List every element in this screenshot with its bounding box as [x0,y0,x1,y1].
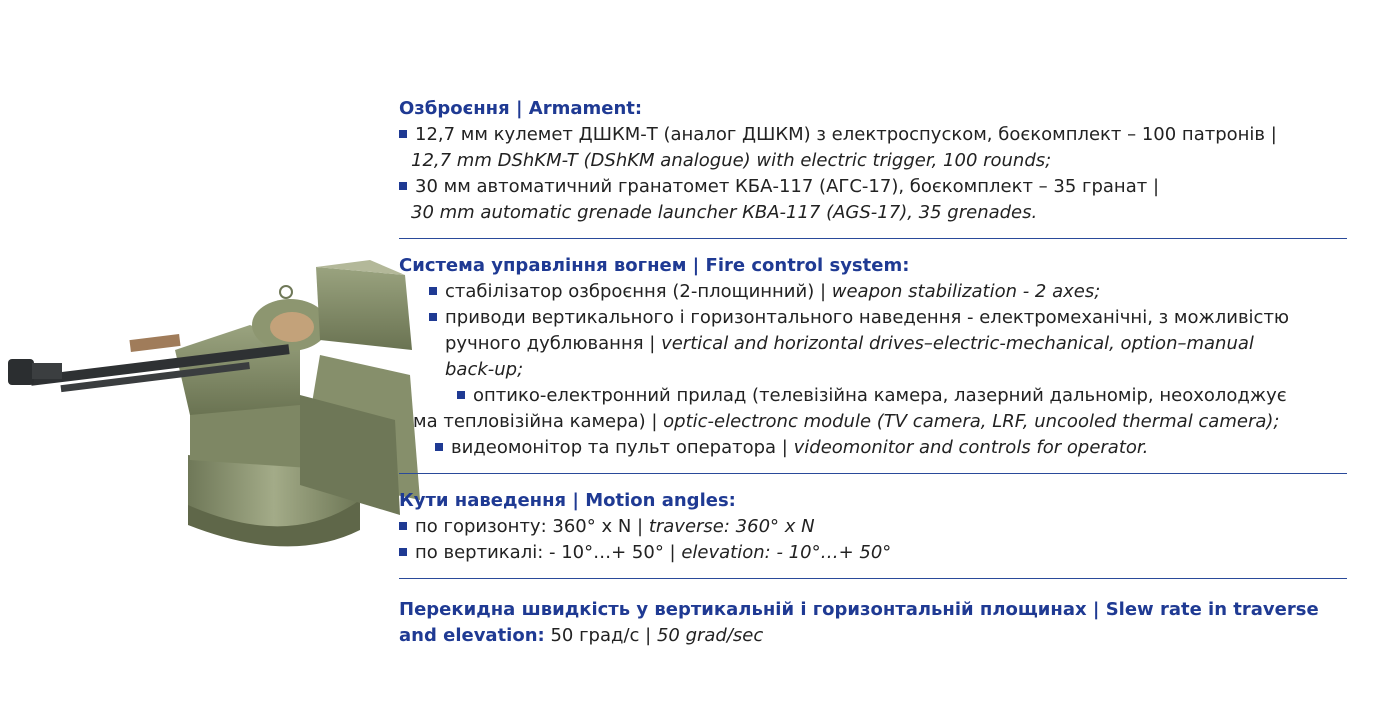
slew-rate-section [399,597,1349,649]
section-divider [399,473,1347,474]
bullet-icon [399,522,407,530]
fire-control-item-2-line-1: приводи вертикального і горизонтального наведення - електромеханічні, з можливістю [399,305,1349,331]
fire-control-item-3-line-1: оптико-електронний прилад (телевізійна камера, лазерний дальномір, неохолоджує [399,383,1349,409]
armament-title: Озброєння | Armament: [399,98,643,119]
bullet-icon [429,287,437,295]
section-divider [399,238,1347,239]
motion-angles-title: Кути наведення | Motion angles: [399,490,736,511]
bullet-icon [435,443,443,451]
spec-sheet [399,96,1349,667]
bullet-icon [429,313,437,321]
fire-control-item-4: видеомонітор та пульт оператора | videomonitor and controls for operator. [399,435,1349,461]
armament-item-2-en: 30 mm automatic grenade launcher КВА-117 (AGS-17), 35 grenades. [411,202,1038,223]
armament-item-1-ua: 12,7 мм кулемет ДШКМ-Т (аналог ДШКМ) з електроспуском, боєкомплект – 100 патронів | [399,122,1349,148]
section-divider [399,578,1347,579]
armament-item-2-ua: 30 мм автоматичний гранатомет КБА-117 (АГС-17), боєкомплект – 35 гранат | [399,174,1349,200]
slew-rate-text: Перекидна швидкість у вертикальній і горизонтальній площинах | Slew rate in traverse and elevation: 50 град/с | 50 grad/sec [399,599,1319,646]
fire-control-item-3-line-2: ма тепловізійна камера) | optic-electronc module (TV camera, LRF, uncooled thermal camera); [413,411,1280,432]
fire-control-title: Система управління вогнем | Fire control system: [399,255,910,276]
motion-traverse: по горизонту: 360° х N | traverse: 360° x N [399,514,1349,540]
armament-item-1-en: 12,7 mm DShKM-T (DShKM analogue) with electric trigger, 100 rounds; [411,150,1052,171]
bullet-icon [399,130,407,138]
motion-angles-section [399,488,1349,566]
armament-section [399,96,1349,226]
fire-control-section [399,253,1349,461]
motion-elevation: по вертикалі: - 10°…+ 50° | elevation: - 10°…+ 50° [399,540,1349,566]
fire-control-item-2-line-3: back-up; [445,359,524,380]
fire-control-item-1: стабілізатор озброєння (2-площинний) | weapon stabilization - 2 axes; [399,279,1349,305]
bullet-icon [457,391,465,399]
bullet-icon [399,182,407,190]
fire-control-item-2-line-2: ручного дублювання | vertical and horizontal drives–electric-mechanical, option–manual [445,333,1254,354]
bullet-icon [399,548,407,556]
